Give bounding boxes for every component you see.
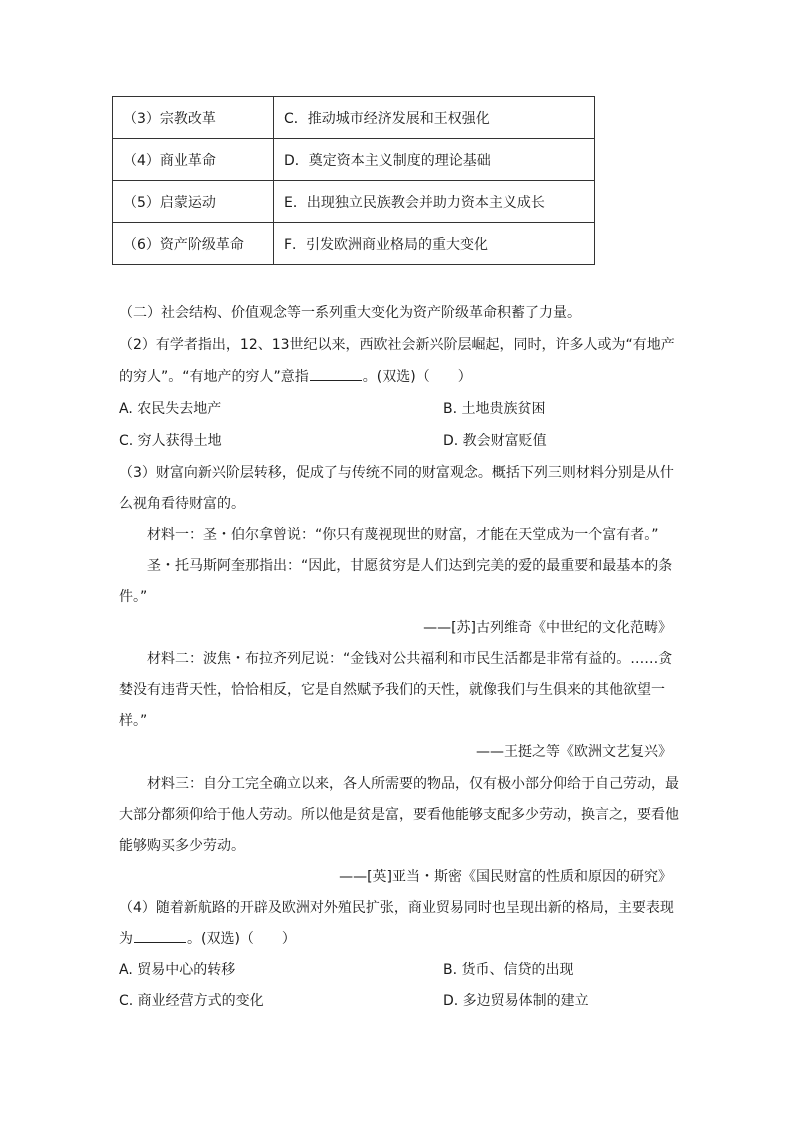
- q4-text-line1: （4）随着新航路的开辟及欧洲对外殖民扩张，商业贸易同时也呈现出新的格局，主要表现: [119, 900, 674, 916]
- q4-option-d[interactable]: D. 多边贸易体制的建立: [443, 993, 589, 1009]
- q2-option-c[interactable]: C. 穷人获得土地: [119, 433, 222, 449]
- q2-text-line2b: 。(双选)（ ）: [362, 369, 472, 385]
- q3-text-line2: 么视角看待财富的。: [119, 496, 245, 512]
- q4-option-b[interactable]: B. 货币、信贷的出现: [443, 962, 574, 978]
- q4-text-line2: [119, 928, 296, 948]
- q2-text-line2: [119, 366, 472, 386]
- q2-option-b[interactable]: B. 土地贵族贫困: [443, 401, 546, 417]
- q2-option-d[interactable]: D. 教会财富贬值: [443, 433, 547, 449]
- material2-line2: 婪没有违背天性，恰恰相反，它是自然赋予我们的天性，就像我们与生俱来的其他欲望一: [119, 682, 665, 698]
- answer-blank[interactable]: [310, 368, 362, 381]
- table-cell-left: （5）启蒙运动: [113, 181, 274, 223]
- table-cell-right: E．出现独立民族教会并助力资本主义成长: [274, 181, 595, 223]
- material3-source: ——[英]亚当・斯密《国民财富的性质和原因的研究》: [339, 869, 672, 885]
- material2-line3: 样。”: [119, 713, 148, 729]
- material2-line1: 材料二：波焦・布拉齐列尼说：“金钱对公共福利和市民生活都是非常有益的。……贪: [147, 651, 673, 667]
- q3-text-line1: （3）财富向新兴阶层转移，促成了与传统不同的财富观念。概括下列三则材料分别是从什: [119, 465, 674, 481]
- table-cell-left: （6）资产阶级革命: [113, 223, 274, 265]
- table-cell-right: D．奠定资本主义制度的理论基础: [274, 139, 595, 181]
- table-row: [113, 97, 595, 139]
- table-cell-right: F．引发欧洲商业格局的重大变化: [274, 223, 595, 265]
- table-row: [113, 181, 595, 223]
- material1-line1: 材料一：圣・伯尔拿曾说：“你只有蔑视现世的财富，才能在天堂成为一个富有者。”: [147, 527, 659, 543]
- matching-table: [112, 96, 595, 265]
- q4-text-line2b: 。(双选)（ ）: [187, 931, 296, 947]
- q2-text-line2a: 的穷人”。“有地产的穷人”意指: [119, 369, 309, 385]
- material1-source: ——[苏]古列维奇《中世纪的文化范畴》: [423, 620, 672, 636]
- material1-line3: 件。”: [119, 589, 148, 605]
- table-cell-right: C．推动城市经济发展和王权强化: [274, 97, 595, 139]
- q2-text-line1: （2）有学者指出，12、13世纪以来，西欧社会新兴阶层崛起，同时，许多人或为“有地产: [119, 337, 675, 353]
- q4-option-c[interactable]: C. 商业经营方式的变化: [119, 993, 264, 1009]
- material3-line1: 材料三：自分工完全确立以来，各人所需要的物品，仅有极小部分仰给于自己劳动，最: [147, 776, 679, 792]
- table-cell-left: （4）商业革命: [113, 139, 274, 181]
- answer-blank[interactable]: [134, 930, 186, 943]
- table-cell-left: （3）宗教改革: [113, 97, 274, 139]
- section-heading: （二）社会结构、价值观念等一系列重大变化为资产阶级革命积蓄了力量。: [119, 305, 581, 321]
- q2-option-a[interactable]: A. 农民失去地产: [119, 401, 222, 417]
- q4-text-line2a: 为: [119, 931, 133, 947]
- material3-line3: 能够购买多少劳动。: [119, 838, 245, 854]
- material2-source: ——王挺之等《欧洲文艺复兴》: [476, 744, 672, 760]
- material1-line2: 圣・托马斯阿奎那指出：“因此，甘愿贫穷是人们达到完美的爱的最重要和最基本的条: [147, 558, 673, 574]
- material3-line2: 大部分都须仰给于他人劳动。所以他是贫是富，要看他能够支配多少劳动，换言之，要看他: [119, 807, 679, 823]
- table-row: [113, 223, 595, 265]
- table-row: [113, 139, 595, 181]
- q4-option-a[interactable]: A. 贸易中心的转移: [119, 962, 236, 978]
